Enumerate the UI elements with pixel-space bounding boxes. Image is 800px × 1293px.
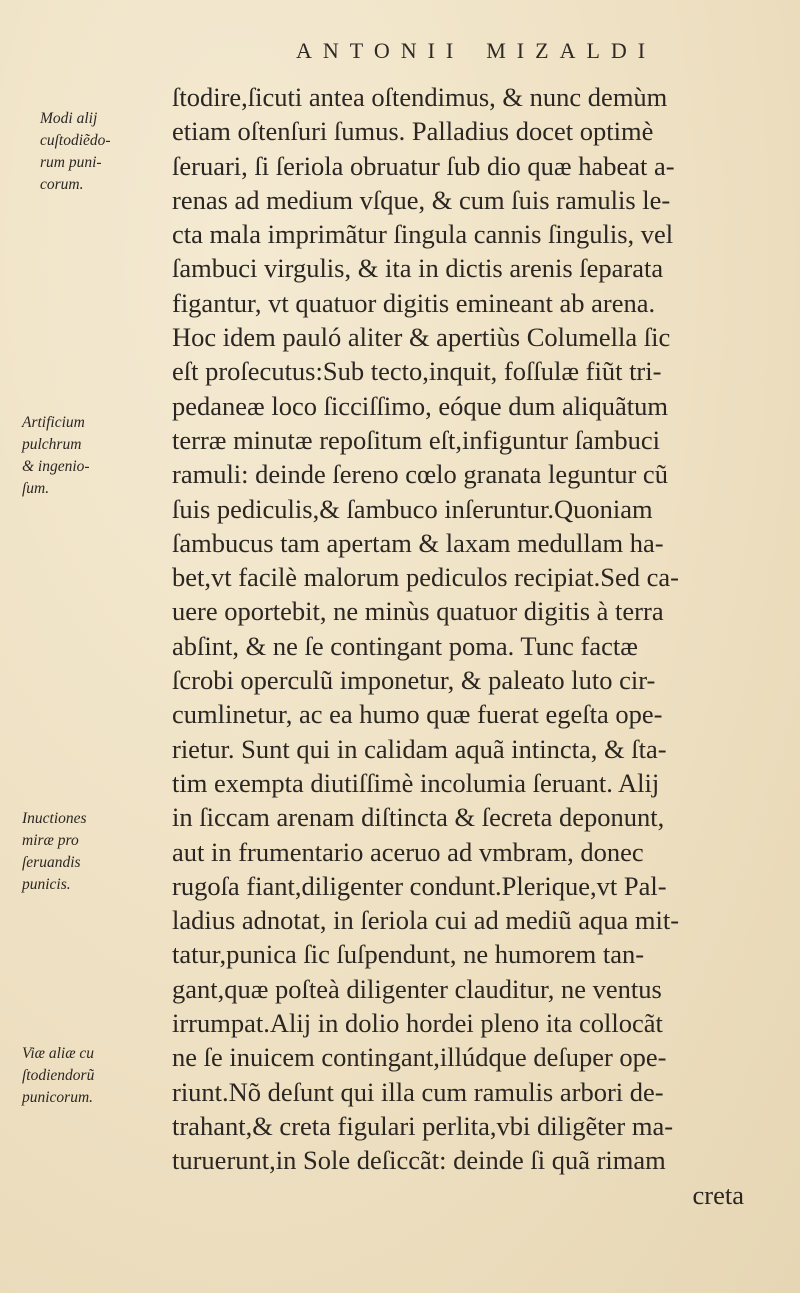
text-line: terræ minutæ repoſitum eſt,infiguntur ſambuci: [172, 424, 660, 455]
text-line: ſambuci virgulis, & ita in dictis arenis ſeparata: [172, 253, 664, 284]
text-line: cumlinetur, ac ea humo quæ fuerat egeſta ope-: [172, 699, 663, 730]
running-head: [296, 38, 656, 64]
text-line: tim exempta diutiſſimè incolumia ſeruant. Alij: [172, 767, 660, 798]
text-line: abſint, & ne ſe contingant poma. Tunc factæ: [172, 630, 638, 661]
margin-gloss: [22, 808, 162, 896]
text-line: irrumpat.Alij in dolio hordei pleno ita collocãt: [172, 1008, 663, 1039]
text-line: uere oportebit, ne minùs quatuor digitis à terra: [172, 596, 664, 627]
text-line: ſtodire,ſicuti antea oſtendimus, & nunc demùm: [172, 82, 668, 112]
text-line: etiam oſtenſuri ſumus. Palladius docet optimè: [172, 116, 654, 147]
text-line: eſt proſecutus:Sub tecto,inquit, foſſulæ fiũt tri-: [172, 356, 662, 387]
text-line: bet,vt facilè malorum pediculos recipiat.Sed ca-: [172, 562, 679, 593]
margin-gloss: [22, 412, 162, 500]
gloss-line: Modi alij: [40, 110, 98, 127]
text-line: Hoc idem pauló aliter & apertiùs Columella ſic: [172, 322, 671, 353]
running-head-author-second: MIZALDI: [486, 38, 657, 63]
gloss-line: Inuctiones: [22, 810, 87, 827]
gloss-line: rum puni-: [40, 154, 102, 171]
running-head-author-first: ANTONII: [296, 38, 465, 63]
text-line: gant,quæ poſteà diligenter clauditur, ne ventus: [172, 973, 662, 1004]
gloss-line: Viæ aliæ cu: [22, 1045, 95, 1062]
text-line: cta mala imprimãtur ſingula cannis ſingulis, vel: [172, 219, 674, 250]
catchword: creta: [692, 1179, 744, 1210]
gloss-line: ſtodiendorũ: [22, 1067, 95, 1084]
text-line: ladius adnotat, in ſeriola cui ad mediũ aqua mit-: [172, 905, 680, 936]
gloss-line: Artificium: [22, 414, 85, 431]
gloss-line: cuſtodiẽdo-: [40, 132, 111, 149]
body-text: [172, 80, 772, 1212]
gloss-line: punicorum.: [22, 1089, 94, 1106]
text-line: rietur. Sunt qui in calidam aquã intincta, & ſta-: [172, 733, 667, 764]
gloss-line: & ingenio-: [22, 458, 90, 475]
text-line: aut in frumentario aceruo ad vmbram, donec: [172, 836, 644, 867]
text-line: rugoſa fiant,diligenter condunt.Plerique,vt Pal-: [172, 870, 667, 901]
text-line: turuerunt,in Sole deſiccãt: deinde ſi quã rimam: [172, 1145, 666, 1176]
text-line: figantur, vt quatuor digitis emineant ab arena.: [172, 287, 656, 318]
text-line: ne ſe inuicem contingant,illúdque deſuper ope-: [172, 1042, 667, 1073]
text-line: ſuis pediculis,& ſambuco inſeruntur.Quoniam: [172, 493, 653, 524]
gloss-line: ſeruandis: [22, 854, 81, 871]
gloss-line: ſum.: [22, 480, 50, 497]
margin-gloss: [22, 1043, 162, 1109]
text-line: in ſiccam arenam diſtincta & ſecreta deponunt,: [172, 802, 665, 833]
text-line: riunt.Nõ deſunt qui illa cum ramulis arbori de-: [172, 1076, 664, 1107]
gloss-line: miræ pro: [22, 832, 79, 849]
gloss-line: pulchrum: [22, 436, 82, 453]
margin-gloss: [40, 108, 180, 196]
text-line: trahant,& creta figulari perlita,vbi diligẽter ma-: [172, 1110, 674, 1141]
text-line: ſcrobi operculũ imponetur, & paleato luto cir-: [172, 665, 656, 696]
text-line: tatur,punica ſic ſuſpendunt, ne humorem tan-: [172, 939, 645, 970]
gloss-line: punicis.: [22, 876, 71, 893]
text-line: pedaneæ loco ſicciſſimo, eóque dum aliquãtum: [172, 390, 669, 421]
gloss-line: corum.: [40, 176, 84, 193]
text-line: renas ad medium vſque, & cum ſuis ramulis le-: [172, 184, 671, 215]
text-line: ramuli: deinde ſereno cœlo granata leguntur cũ: [172, 459, 668, 490]
text-line: ſambucus tam apertam & laxam medullam ha-: [172, 527, 664, 558]
text-line: ſeruari, ſi ſeriola obruatur ſub dio quæ habeat a-: [172, 150, 675, 181]
